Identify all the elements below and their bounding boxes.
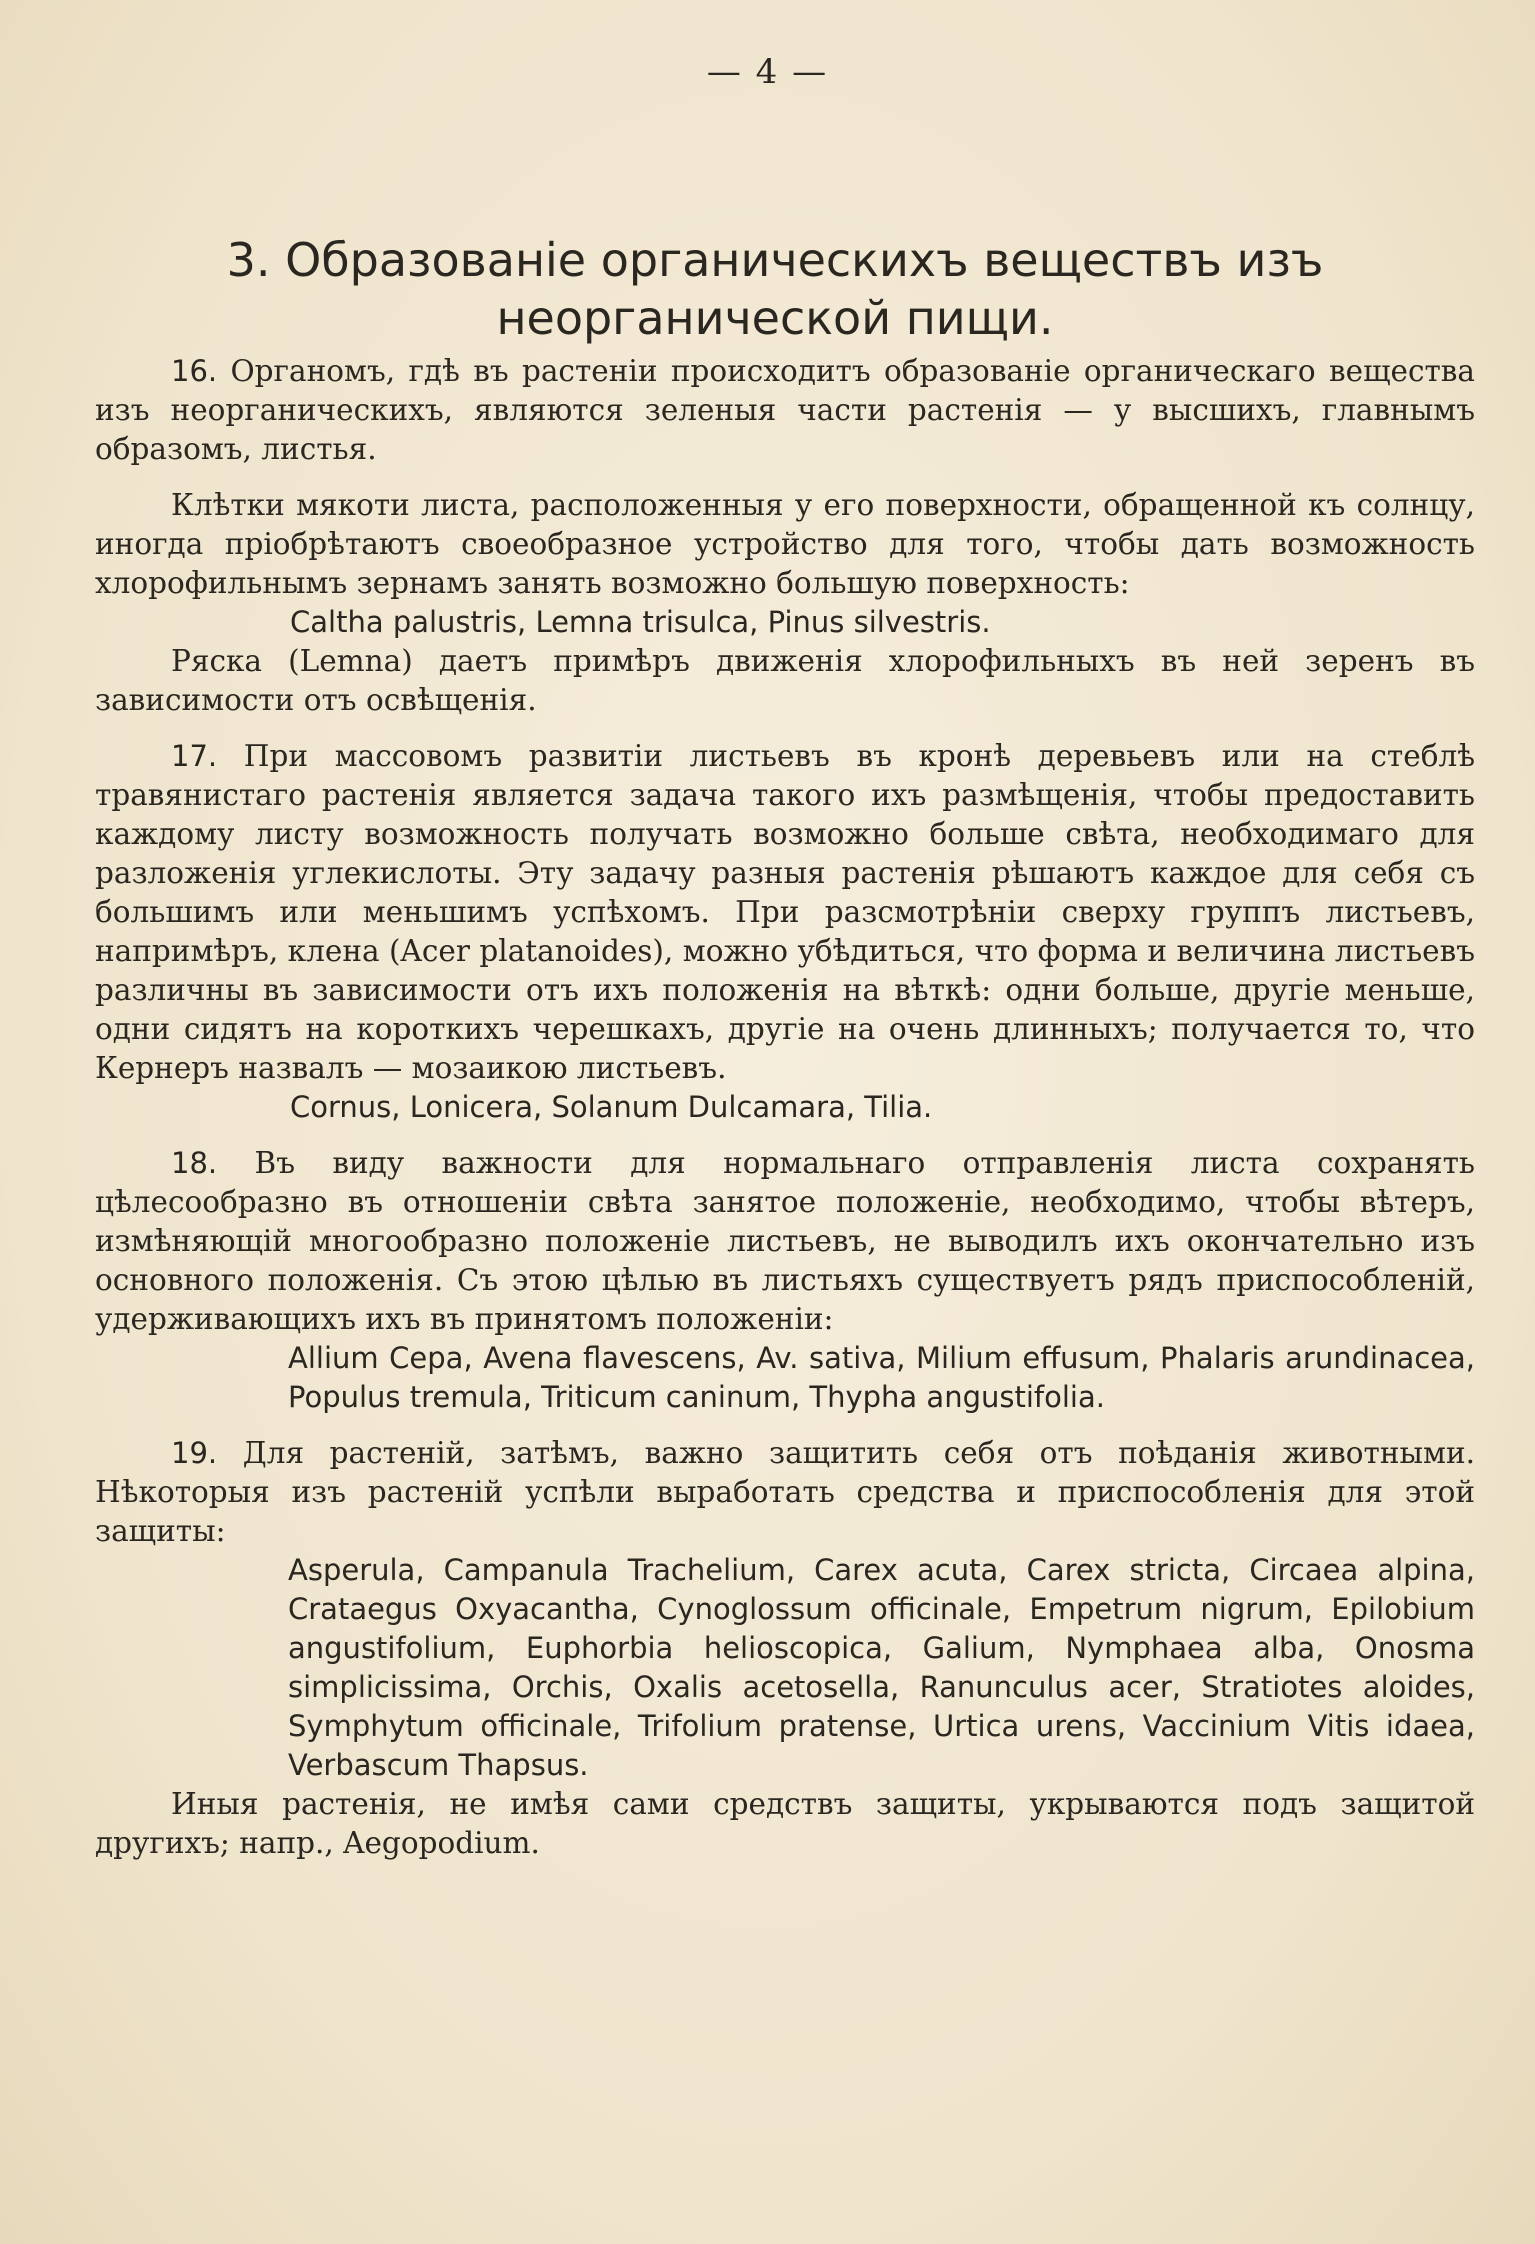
paragraph-number: 16. bbox=[171, 354, 218, 388]
page-body bbox=[95, 352, 1475, 1863]
paragraph-text: Органомъ, гдѣ въ растеніи происходитъ образованіе органическаго вещества изъ неорганическихъ, являются зеленыя части растенія — у высшихъ, главнымъ образомъ, листья. bbox=[95, 354, 1475, 466]
species-list-19: Asperula, Campanula Trachelium, Carex acuta, Carex stricta, Circaea alpina, Crataegus Oxyacantha, Cynoglossum officinale, Empetrum nigrum, Epilobium angustifolium, Euphorbia helioscopica, Galium, Nymphaea alba, Onosma simplicissima, Orchis, Oxalis acetosella, Ranunculus acer, Stratiotes aloides, Symphytum officinale, Trifolium pratense, Urtica urens, Vaccinium Vitis idaea, Verbascum Thapsus. bbox=[288, 1553, 1475, 1782]
page-number: — 4 — bbox=[706, 52, 829, 92]
species-list-18: Allium Cepa, Avena flavescens, Av. sativa, Milium effusum, Phalaris arundinacea, Populus tremula, Triticum caninum, Thypha angustifolia. bbox=[288, 1341, 1475, 1414]
species-list-16: Caltha palustris, Lemna trisulca, Pinus silvestris. bbox=[290, 605, 991, 639]
section-title: 3. Образованіе органическихъ веществъ изъ неорганической пищи. bbox=[226, 232, 1324, 345]
paragraph-16-lemna: Ряска (Lemna) даетъ примѣръ движенія хлорофильныхъ въ ней зеренъ въ зависимости отъ освѣщенія. bbox=[95, 644, 1475, 717]
paragraph-text: Для растеній, затѣмъ, важно защитить себя отъ поѣданія животными. Нѣкоторыя изъ растеній успѣли выработать средства и приспособленія для этой защиты: bbox=[95, 1436, 1475, 1548]
paragraph-number: 18. bbox=[171, 1146, 218, 1180]
species-list-17: Cornus, Lonicera, Solanum Dulcamara, Tilia. bbox=[290, 1090, 933, 1124]
paragraph-text: При массовомъ развитіи листьевъ въ кронѣ деревьевъ или на стеблѣ травянистаго растенія является задача такого ихъ размѣщенія, чтобы предоставить каждому листу возможность получать возможно больше свѣта, необходимаго для разложенія углекислоты. Эту задачу разныя растенія рѣшаютъ каждое для себя съ большимъ или меньшимъ успѣхомъ. При разсмотрѣніи сверху группъ листьевъ, напримѣръ, клена (Acer platanoides), можно убѣдиться, что форма и величина листьевъ различны въ зависимости отъ ихъ положенія на вѣткѣ: одни больше, другіе меньше, одни сидятъ на короткихъ черешкахъ, другіе на очень длинныхъ; получается то, что Кернеръ назвалъ — мозаикою листьевъ. bbox=[95, 739, 1475, 1085]
paragraph-19-shelter: Иныя растенія, не имѣя сами средствъ защиты, укрываются подъ защитой другихъ; напр., Aegopodium. bbox=[95, 1787, 1475, 1860]
paragraph-number: 19. bbox=[171, 1436, 218, 1470]
paragraph-16-cells: Клѣтки мякоти листа, расположенныя у его поверхности, обращенной къ солнцу, иногда пріобрѣтаютъ своеобразное устройство для того, чтобы дать возможность хлорофильнымъ зернамъ занять возможно большую поверхность: bbox=[95, 488, 1475, 600]
paragraph-text: Въ виду важности для нормальнаго отправленія листа сохранять цѣлесообразно въ отношеніи свѣта занятое положеніе, необходимо, чтобы вѣтеръ, измѣняющій многообразно положеніе листьевъ, не выводилъ ихъ окончательно изъ основного положенія. Съ этою цѣлью въ листьяхъ существуетъ рядъ приспособленій, удерживающихъ ихъ въ принятомъ положеніи: bbox=[95, 1146, 1475, 1336]
paragraph-16 bbox=[95, 352, 1475, 469]
paragraph-17 bbox=[95, 737, 1475, 1088]
paragraph-19 bbox=[95, 1434, 1475, 1551]
paragraph-number: 17. bbox=[171, 739, 218, 773]
paragraph-18 bbox=[95, 1144, 1475, 1339]
